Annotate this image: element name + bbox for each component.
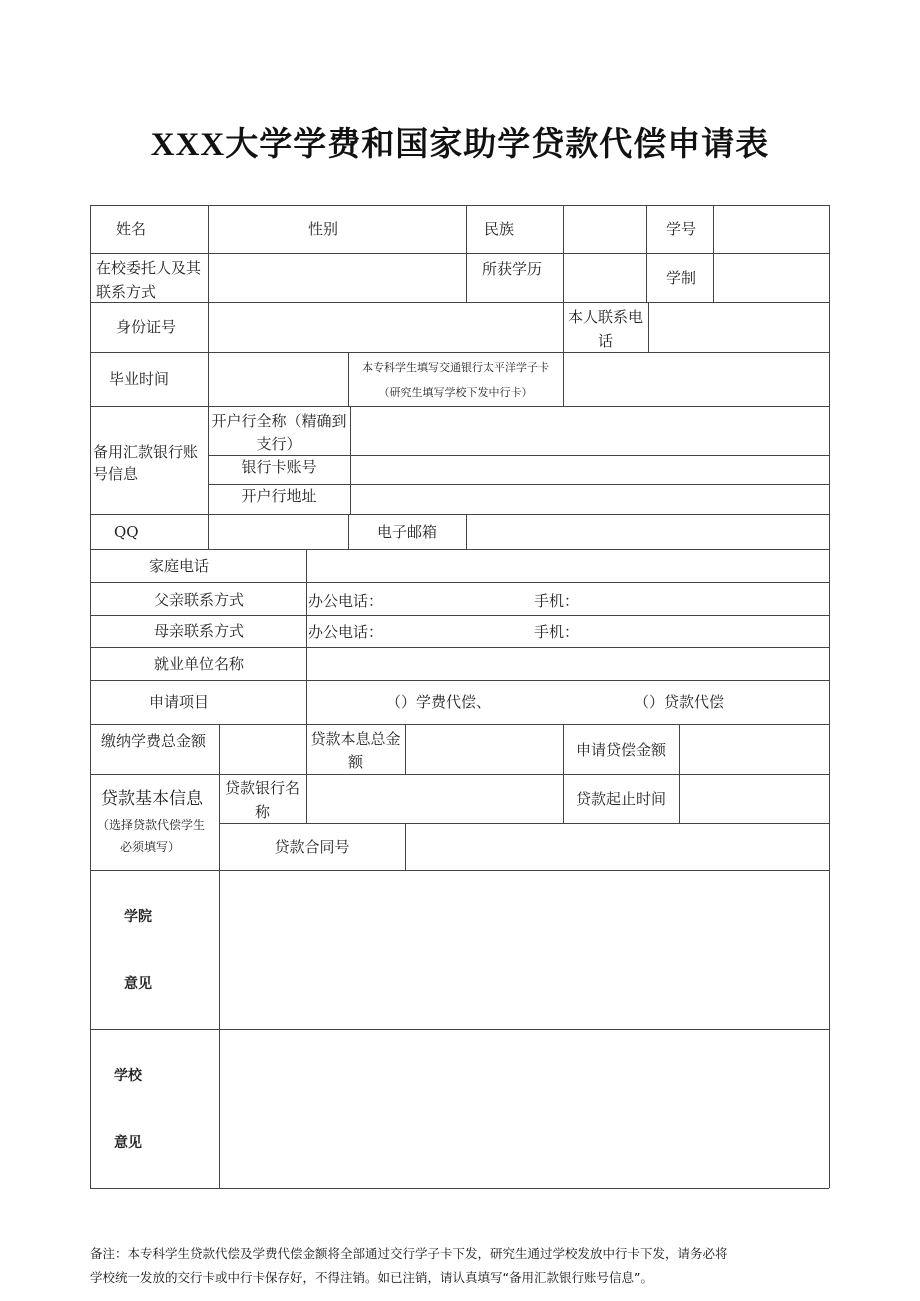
email-label: 电子邮箱 <box>376 523 437 541</box>
remarks <box>90 1242 850 1290</box>
remarks-line1: 备注：本专科学生贷款代偿及学费代偿金额将全部通过交行学子卡下发，研究生通过学校发放中行卡下发，请务必将 <box>90 1246 728 1261</box>
loan-total-label-line2: 额 <box>347 753 363 771</box>
loan-period-label: 贷款起止时间 <box>575 790 666 808</box>
student-id-label: 学号 <box>666 220 697 238</box>
graduation-label: 毕业时间 <box>109 370 170 388</box>
loan-info-note-line1: （选择贷款代偿学生 <box>97 818 206 832</box>
card-number-label: 银行卡账号 <box>241 458 317 476</box>
mother-mobile-label: 手机： <box>534 623 580 641</box>
school-label: 学校 <box>114 1068 142 1084</box>
loan-bank-label-line1: 贷款银行名 <box>224 779 300 797</box>
degree-label: 所获学历 <box>482 260 543 278</box>
phone-label-line1: 本人联系电 <box>567 308 643 326</box>
phone-label-line2: 话 <box>597 332 613 350</box>
home-phone-label: 家庭电话 <box>148 557 209 575</box>
bank-full-name-label-line2: 支行） <box>256 435 302 453</box>
bank-address-label: 开户行地址 <box>241 487 317 505</box>
loan-info-note-line2: 必须填写） <box>120 840 181 854</box>
bank-full-name-label-line1: 开户行全称（精确到 <box>211 412 347 430</box>
mother-contact-label: 母亲联系方式 <box>153 622 244 640</box>
apply-amount-label: 申请贷偿金额 <box>575 741 666 759</box>
option-tuition-compensation[interactable]: （）学费代偿、 <box>386 693 492 711</box>
college-opinion-label: 意见 <box>124 976 152 992</box>
school-opinion-label: 意见 <box>114 1135 142 1151</box>
loan-bank-label-line2: 称 <box>254 803 270 821</box>
loan-total-label-line1: 贷款本息总金 <box>310 730 401 748</box>
apply-item-label: 申请项目 <box>148 693 209 711</box>
card-note-line2: （研究生填写学校下发中行卡） <box>378 386 533 399</box>
backup-bank-label-line2: 号信息 <box>93 465 139 483</box>
father-mobile-label: 手机： <box>534 592 580 610</box>
name-label: 姓名 <box>116 220 147 238</box>
option-loan-compensation[interactable]: （）贷款代偿 <box>634 693 725 711</box>
father-office-phone-label: 办公电话： <box>308 592 384 610</box>
form-title: XXX大学学费和国家助学贷款代偿申请表 <box>150 127 770 163</box>
remarks-line2: 学校统一发放的交行卡或中行卡保存好，不得注销。如已注销，请认真填写“备用汇款银行账号信息”。 <box>90 1270 653 1285</box>
contract-number-label: 贷款合同号 <box>274 838 350 856</box>
father-contact-label: 父亲联系方式 <box>153 591 244 609</box>
college-label: 学院 <box>124 909 152 925</box>
backup-bank-label-line1: 备用汇款银行账 <box>93 443 199 461</box>
gender-label: 性别 <box>308 220 339 238</box>
qq-label: QQ <box>114 523 139 541</box>
guardian-label-line2: 联系方式 <box>96 283 157 301</box>
card-note-line1: 本专科学生填写交通银行太平洋学子卡 <box>362 361 549 374</box>
tuition-total-label: 缴纳学费总金额 <box>101 732 207 750</box>
ethnicity-label: 民族 <box>484 220 515 238</box>
employer-label: 就业单位名称 <box>153 655 244 673</box>
mother-office-phone-label: 办公电话： <box>308 623 384 641</box>
program-length-label: 学制 <box>666 269 697 287</box>
guardian-label-line1: 在校委托人及其 <box>96 259 202 277</box>
loan-info-label: 贷款基本信息 <box>101 789 203 809</box>
id-number-label: 身份证号 <box>116 318 177 336</box>
